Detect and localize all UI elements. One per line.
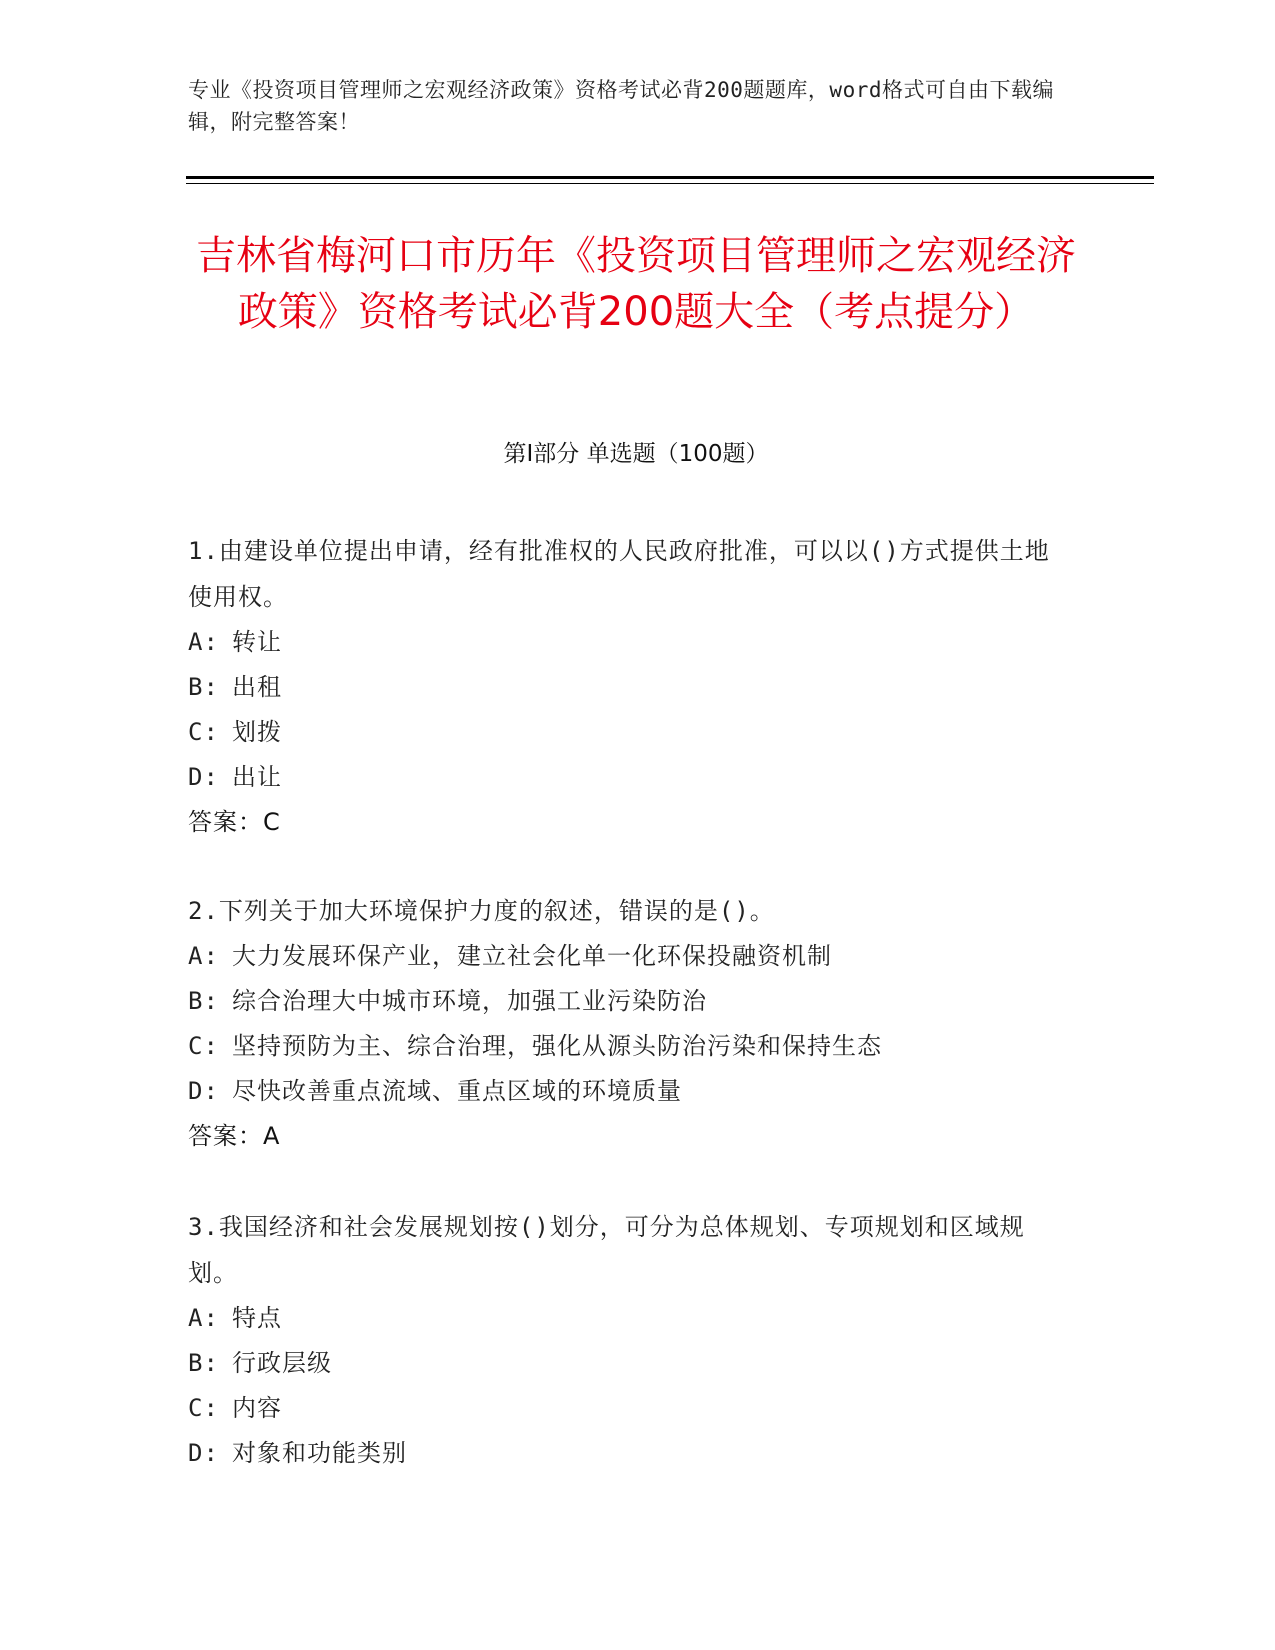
option-text: 特点 xyxy=(232,1304,282,1332)
question-stem: 3.我国经济和社会发展规划按()划分，可分为总体规划、专项规划和区域规划。 xyxy=(188,1213,1025,1287)
option-key: B: xyxy=(188,987,219,1015)
section-heading: 第I部分 单选题（100题） xyxy=(503,441,769,467)
option-d xyxy=(188,1069,1068,1114)
answer-label: 答案：A xyxy=(188,1122,281,1150)
option-c xyxy=(188,710,1068,755)
option-d xyxy=(188,755,1068,800)
question-1 xyxy=(188,528,1068,845)
option-b xyxy=(188,979,1068,1024)
option-text: 综合治理大中城市环境，加强工业污染防治 xyxy=(232,987,707,1015)
option-b xyxy=(188,665,1068,710)
option-key: C: xyxy=(188,1032,219,1060)
answer-label: 答案：C xyxy=(188,808,281,836)
option-text: 出让 xyxy=(232,763,282,791)
option-key: A: xyxy=(188,942,219,970)
header-note: 专业《投资项目管理师之宏观经济政策》资格考试必背200题题库，word格式可自由下载编辑，附完整答案！ xyxy=(188,78,1054,134)
option-d xyxy=(188,1431,1068,1476)
option-c xyxy=(188,1386,1068,1431)
option-text: 行政层级 xyxy=(232,1349,332,1377)
option-c xyxy=(188,1024,1068,1069)
option-text: 坚持预防为主、综合治理，强化从源头防治污染和保持生态 xyxy=(232,1032,882,1060)
option-key: B: xyxy=(188,673,219,701)
option-text: 转让 xyxy=(232,628,282,656)
option-key: D: xyxy=(188,1077,219,1105)
option-a xyxy=(188,1296,1068,1341)
option-key: D: xyxy=(188,763,219,791)
document-title: 吉林省梅河口市历年《投资项目管理师之宏观经济政策》资格考试必背200题大全（考点提分） xyxy=(196,233,1076,335)
option-a xyxy=(188,620,1068,665)
header-rule-thick xyxy=(186,176,1154,179)
option-a xyxy=(188,934,1068,979)
option-key: A: xyxy=(188,1304,219,1332)
option-text: 对象和功能类别 xyxy=(232,1439,407,1467)
option-key: C: xyxy=(188,718,219,746)
option-key: D: xyxy=(188,1439,219,1467)
option-text: 出租 xyxy=(232,673,282,701)
option-text: 大力发展环保产业，建立社会化单一化环保投融资机制 xyxy=(232,942,832,970)
header-rule-thin xyxy=(186,183,1154,184)
option-key: C: xyxy=(188,1394,219,1422)
question-stem: 2.下列关于加大环境保护力度的叙述，错误的是()。 xyxy=(188,897,775,925)
question-stem: 1.由建设单位提出申请，经有批准权的人民政府批准，可以以()方式提供土地使用权。 xyxy=(188,537,1050,611)
question-2 xyxy=(188,888,1068,1159)
option-text: 内容 xyxy=(232,1394,282,1422)
option-text: 尽快改善重点流域、重点区域的环境质量 xyxy=(232,1077,682,1105)
option-text: 划拨 xyxy=(232,718,282,746)
option-b xyxy=(188,1341,1068,1386)
question-3 xyxy=(188,1204,1068,1476)
option-key: A: xyxy=(188,628,219,656)
option-key: B: xyxy=(188,1349,219,1377)
